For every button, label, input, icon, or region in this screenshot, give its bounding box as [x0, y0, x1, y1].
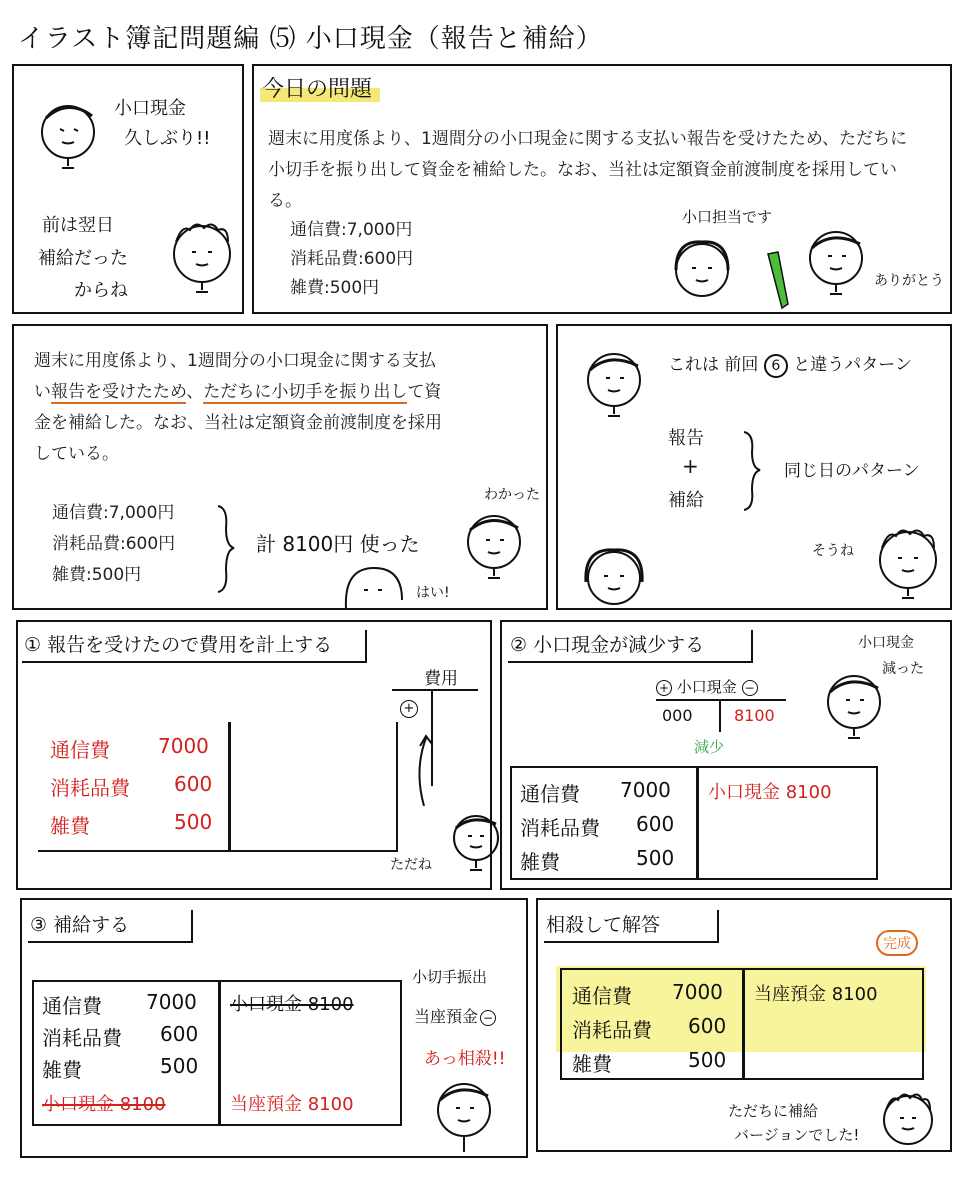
minus-circle-icon: −	[742, 680, 758, 696]
speech-text: 減った	[882, 661, 924, 677]
brace-icon	[214, 504, 238, 594]
underline-report: 報告を受けたため	[51, 382, 187, 402]
title-underline	[22, 658, 372, 668]
complete-stamp: 完成	[876, 930, 918, 956]
credit-line: 小口現金 8100	[708, 782, 832, 803]
item-supplies: 消耗品費:600円	[290, 249, 414, 269]
speech-text: 小口現金	[858, 635, 914, 651]
journal-entry: 通信費 7000 消耗品費 600 雑費 500 小口現金 8100 小口現金 8100 当座預金 8100	[32, 980, 402, 1126]
speech-text: 補給だった	[38, 248, 128, 269]
step-title: ② 小口現金が減少する	[510, 634, 705, 656]
problem-text: 週末に用度係より、1週間分の小口現金に関する支払 い報告を受けたため、ただちに小切手を振り出して資 金を補給した。なお、当社は定額資金前渡制度を採用 している。	[34, 351, 442, 464]
speech-text: 小口担当です	[682, 208, 773, 226]
t-left-value: 000	[662, 706, 693, 725]
credit-line: 当座預金 8100	[230, 1094, 354, 1115]
plus-text: +	[682, 454, 699, 478]
character-face-icon	[820, 666, 890, 750]
speech-text: そうね	[812, 543, 854, 559]
total-text: 計 8100円 使った	[256, 532, 420, 556]
panel-4	[556, 324, 952, 610]
plus-circle-icon: +	[656, 680, 672, 696]
character-curly-face-icon	[870, 522, 948, 608]
panel-1	[12, 64, 244, 314]
speech-text: 小口現金	[114, 98, 186, 119]
note-text: 小切手振出	[412, 968, 488, 986]
step-title: 相殺して解答	[546, 914, 661, 936]
panel-3	[12, 324, 548, 610]
arrow-up-icon	[412, 730, 442, 810]
title-underline	[544, 938, 724, 948]
t-account-label: 費用	[424, 669, 458, 689]
exclaim-text: あっ相殺!!	[424, 1049, 506, 1069]
character-face-icon	[458, 506, 532, 590]
character-face-icon	[802, 222, 872, 306]
debit-line: 雑費	[50, 814, 90, 838]
note-text: ただちに補給	[728, 1102, 819, 1120]
character-curly-face-icon	[164, 216, 242, 306]
character-headset-icon	[574, 538, 656, 610]
item-list: 通信費:7,000円 消耗品費:600円 雑費:500円	[52, 503, 176, 585]
supply-text: 補給	[668, 490, 704, 511]
note-text: バージョンでした!	[734, 1126, 860, 1144]
character-headset-icon	[340, 560, 410, 610]
debit-line: 通信費	[50, 738, 110, 762]
panel-6-decrease	[500, 620, 952, 890]
title-underline	[508, 658, 758, 668]
speech-text: 久しぶり!!	[124, 128, 211, 149]
title-underline	[28, 938, 198, 948]
decrease-label: 減少	[694, 738, 725, 756]
speech-text: ただね	[390, 857, 432, 873]
page-title: イラスト簿記問題編 ⑸ 小口現金（報告と補給）	[18, 24, 603, 54]
circled-number: 6	[764, 354, 788, 378]
step-title: ① 報告を受けたので費用を計上する	[24, 634, 333, 656]
credit-line: 当座預金 8100	[754, 984, 878, 1005]
item-communication: 通信費:7,000円	[290, 220, 413, 240]
speech-text: からね	[74, 280, 128, 301]
item-list	[290, 216, 413, 303]
brace-icon	[742, 430, 762, 512]
character-face-icon	[430, 1074, 500, 1158]
struck-debit-line: 小口現金 8100	[42, 1094, 166, 1115]
minus-circle-icon: −	[480, 1010, 496, 1026]
speech-text: わかった	[484, 487, 540, 503]
journal-entry: 通信費 7000 消耗品費 600 雑費 500 当座預金 8100	[560, 968, 924, 1080]
journal-entry: 通信費 7000 消耗品費 600 雑費 500 小口現金 8100	[510, 766, 878, 880]
same-day-text: 同じ日のパターン	[784, 461, 920, 481]
t-account-header: + 小口現金 −	[656, 676, 758, 697]
character-face-icon	[34, 96, 104, 186]
panel-7-supply	[20, 898, 528, 1158]
journal-entry: 通信費 7000 消耗品費 600 雑費 500	[38, 722, 398, 852]
underline-check: ただちに小切手を振り出し	[203, 382, 408, 402]
debit-line: 消耗品費	[50, 776, 130, 800]
speech-text: 前は翌日	[42, 215, 114, 236]
character-face-icon	[446, 804, 502, 884]
speech-text: はい!	[416, 585, 450, 601]
panel-5-expense	[16, 620, 492, 890]
item-misc: 雑費:500円	[290, 278, 380, 298]
report-text: 報告	[668, 428, 704, 449]
speech-text: ありがとう	[874, 273, 944, 289]
problem-text: 週末に用度係より、1週間分の小口現金に関する支払い報告を受けたため、ただちに小切手を振り出して資金を補給した。なお、当社は定額資金前渡制度を採用している。	[268, 129, 908, 211]
panel-2-problem	[252, 64, 952, 314]
pen-icon	[762, 250, 792, 312]
plus-circle-icon: +	[400, 700, 418, 718]
character-face-icon	[580, 344, 650, 428]
speech-text: これは 前回 6 と違うパターン	[668, 350, 912, 378]
character-curly-face-icon	[876, 1088, 942, 1152]
struck-credit-line: 小口現金 8100	[230, 994, 354, 1015]
panel-8-answer	[536, 898, 952, 1152]
step-title: ③ 補給する	[30, 914, 130, 936]
t-right-value: 8100	[734, 706, 775, 725]
problem-heading: 今日の問題	[262, 77, 373, 102]
character-headset-icon	[664, 234, 744, 314]
note-text: 当座預金 −	[414, 1004, 496, 1027]
